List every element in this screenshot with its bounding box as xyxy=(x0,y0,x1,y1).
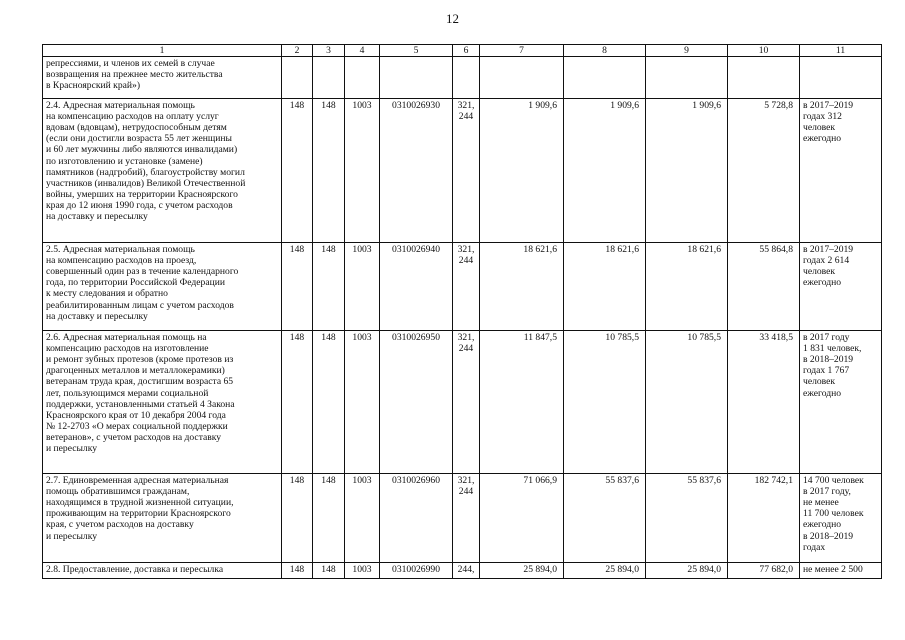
expense-type-code: 321, 244 xyxy=(453,331,480,474)
table-row xyxy=(43,243,882,331)
table-row xyxy=(43,99,882,243)
rzpr-code: 148 xyxy=(313,243,345,331)
expected-result: 14 700 человек в 2017 году, не менее 11 700 человек ежегодно в 2018–2019 годах xyxy=(800,474,882,563)
grbs-code: 148 xyxy=(282,563,313,579)
expense-type-code xyxy=(453,57,480,99)
amount-total: 55 864,8 xyxy=(728,243,800,331)
measure-name: 2.8. Предоставление, доставка и пересылка xyxy=(43,563,282,579)
column-number: 4 xyxy=(345,45,380,57)
rzpr-code: 148 xyxy=(313,99,345,243)
grbs-code: 148 xyxy=(282,331,313,474)
amount-2017 xyxy=(480,57,564,99)
amount-2018: 25 894,0 xyxy=(564,563,646,579)
expense-type-code: 321, 244 xyxy=(453,474,480,563)
section-code xyxy=(345,57,380,99)
expected-result: в 2017–2019 годах 312 человек ежегодно xyxy=(800,99,882,243)
grbs-code: 148 xyxy=(282,474,313,563)
amount-2019: 55 837,6 xyxy=(646,474,728,563)
section-code: 1003 xyxy=(345,243,380,331)
amount-2017: 11 847,5 xyxy=(480,331,564,474)
amount-total xyxy=(728,57,800,99)
amount-2018: 18 621,6 xyxy=(564,243,646,331)
grbs-code xyxy=(282,57,313,99)
table-row xyxy=(43,474,882,563)
amount-2019: 1 909,6 xyxy=(646,99,728,243)
expected-result: в 2017 году 1 831 человек, в 2018–2019 годах 1 767 человек ежегодно xyxy=(800,331,882,474)
table-body xyxy=(43,57,882,579)
amount-2019: 25 894,0 xyxy=(646,563,728,579)
amount-total: 77 682,0 xyxy=(728,563,800,579)
amount-2019: 18 621,6 xyxy=(646,243,728,331)
expense-type-code: 321, 244 xyxy=(453,99,480,243)
section-code: 1003 xyxy=(345,563,380,579)
grbs-code: 148 xyxy=(282,99,313,243)
table-row xyxy=(43,57,882,99)
measure-name: 2.7. Единовременная адресная материальная помощь обратившимся гражданам, находящимся в трудной жизненной ситуации, проживающим на территории Красноярского края, с учетом расходов на доставку и пересылку xyxy=(43,474,282,563)
expected-result: не менее 2 500 xyxy=(800,563,882,579)
amount-2017: 18 621,6 xyxy=(480,243,564,331)
table-row xyxy=(43,563,882,579)
column-number: 11 xyxy=(800,45,882,57)
column-number: 1 xyxy=(43,45,282,57)
column-number: 2 xyxy=(282,45,313,57)
column-number: 5 xyxy=(380,45,453,57)
target-article-code: 0310026990 xyxy=(380,563,453,579)
measure-name: 2.5. Адресная материальная помощь на компенсацию расходов на проезд, совершенный один раз в течение календарного года, по территории Российской Федерации к месту следования и обратно реабилитированным лицам с учетом расходов на доставку и пересылку xyxy=(43,243,282,331)
section-code: 1003 xyxy=(345,331,380,474)
column-number: 7 xyxy=(480,45,564,57)
rzpr-code xyxy=(313,57,345,99)
page-number: 12 xyxy=(446,11,459,26)
rzpr-code: 148 xyxy=(313,563,345,579)
expense-type-code: 244, xyxy=(453,563,480,579)
measure-name: репрессиями, и членов их семей в случае возвращения на прежнее место жительства в Красноярский край») xyxy=(43,57,282,99)
expense-type-code: 321, 244 xyxy=(453,243,480,331)
column-number-row xyxy=(43,45,882,57)
amount-total: 5 728,8 xyxy=(728,99,800,243)
measure-name: 2.6. Адресная материальная помощь на компенсацию расходов на изготовление и ремонт зубных протезов (кроме протезов из драгоценных металлов и металлокерамики) ветеранам труда края, достигшим возраста 65 лет, пользующимся мерами социальной поддержки, установленными статьей 4 Закона Красноярского края от 10 декабря 2004 года № 12-2703 «О мерах социальной поддержки ветеранов», с учетом расходов на доставку и пересылку xyxy=(43,331,282,474)
rzpr-code: 148 xyxy=(313,474,345,563)
target-article-code: 0310026940 xyxy=(380,243,453,331)
expected-result: в 2017–2019 годах 2 614 человек ежегодно xyxy=(800,243,882,331)
column-number: 6 xyxy=(453,45,480,57)
amount-total: 182 742,1 xyxy=(728,474,800,563)
column-number: 9 xyxy=(646,45,728,57)
program-table xyxy=(42,44,882,579)
amount-2018: 1 909,6 xyxy=(564,99,646,243)
amount-2018 xyxy=(564,57,646,99)
expected-result xyxy=(800,57,882,99)
amount-2019: 10 785,5 xyxy=(646,331,728,474)
target-article-code xyxy=(380,57,453,99)
column-number: 10 xyxy=(728,45,800,57)
target-article-code: 0310026950 xyxy=(380,331,453,474)
amount-total: 33 418,5 xyxy=(728,331,800,474)
target-article-code: 0310026960 xyxy=(380,474,453,563)
amount-2017: 71 066,9 xyxy=(480,474,564,563)
amount-2018: 10 785,5 xyxy=(564,331,646,474)
grbs-code: 148 xyxy=(282,243,313,331)
amount-2019 xyxy=(646,57,728,99)
section-code: 1003 xyxy=(345,474,380,563)
table-row xyxy=(43,331,882,474)
column-number: 8 xyxy=(564,45,646,57)
target-article-code: 0310026930 xyxy=(380,99,453,243)
section-code: 1003 xyxy=(345,99,380,243)
amount-2017: 1 909,6 xyxy=(480,99,564,243)
column-number: 3 xyxy=(313,45,345,57)
rzpr-code: 148 xyxy=(313,331,345,474)
amount-2017: 25 894,0 xyxy=(480,563,564,579)
amount-2018: 55 837,6 xyxy=(564,474,646,563)
measure-name: 2.4. Адресная материальная помощь на компенсацию расходов на оплату услуг вдовам (вдовцам), нетрудоспособным детям (если они достигли возраста 55 лет женщины и 60 лет мужчины либо являются инвалидами) по изготовлению и установке (замене) памятников (надгробий), благоустройству могил участников (инвалидов) Великой Отечественной войны, умерших на территории Красноярского края до 12 июня 1990 года, с учетом расходов на доставку и пересылку xyxy=(43,99,282,243)
